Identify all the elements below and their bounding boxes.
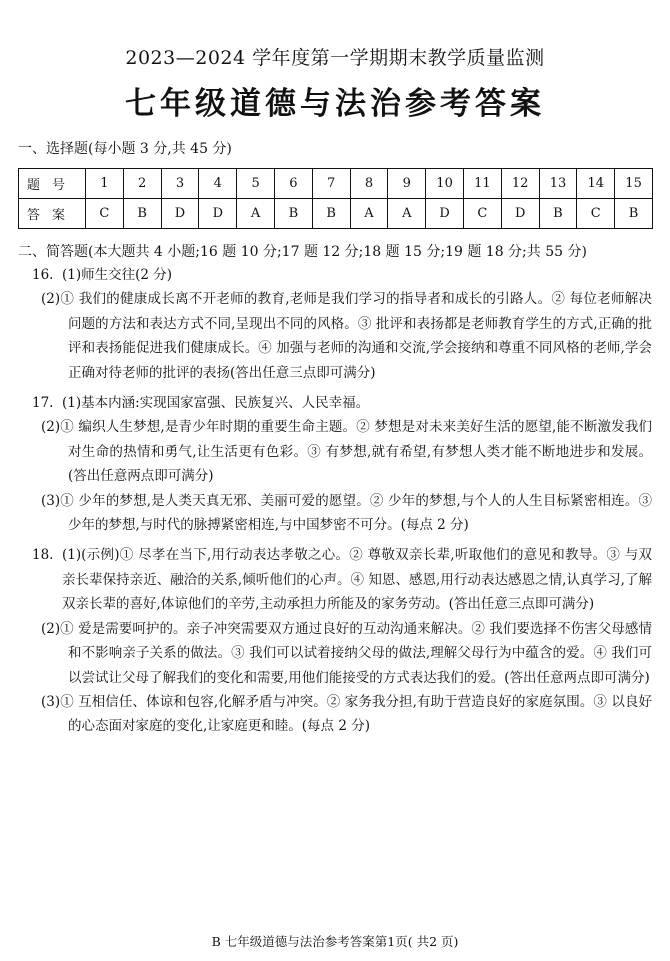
page-footer: B 七年级道德与法治参考答案第1页( 共2 页): [211, 934, 459, 949]
question-17-part-3: (3)① 少年的梦想,是人类天真无邪、美丽可爱的愿望。② 少年的梦想,与个人的人生目标紧密相连。③ 少年的梦想,与时代的脉搏紧密相连,与中国梦密不可分。(每点 2 分): [41, 492, 652, 534]
question-number: 10: [426, 169, 464, 199]
question-16-part-2: (2)① 我们的健康成长离不开老师的教育,老师是我们学习的指导者和成长的引路人。② 每位老师解决问题的方法和表达方式不同,呈现出不同的风格。③ 批评和表扬都是老师教育学生的方式,正确的批评和表扬能促进我们健康成长。④ 加强与老师的沟通和交流,学会接纳和尊重不同风格的老师,学会正确对待老师的批评的表扬(答出任意三点即可满分): [41, 291, 652, 381]
question-18-part-2: (2)① 爱是需要呵护的。亲子冲突需要双方通过良好的互动沟通来解决。② 我们要选择不伤害父母感情和不影响亲子关系的做法。③ 我们可以试着接纳父母的做法,理解父母行为中蕴含的爱。④ 我们可以尝试让父母了解我们的变化和需要,用他们能接受的方式表达我们的爱。(答出任意两点即可满分): [41, 620, 652, 686]
section-2-heading: 二、简答题(本大题共 4 小题;16 题 10 分;17 题 12 分;18 题 15 分;19 题 18 分;共 55 分): [18, 244, 587, 260]
answer-cell: B: [539, 199, 577, 229]
answer-cell: B: [274, 199, 312, 229]
answer-cell: D: [161, 199, 199, 229]
question-number-label: 17.: [32, 395, 54, 412]
answer-text: (1)师生交往(2 分): [62, 267, 173, 283]
question-number-label: 18.: [32, 547, 54, 564]
row-label-question: 题号: [19, 169, 86, 199]
answer-row: [19, 199, 653, 229]
question-16-part-1: [18, 263, 652, 287]
answer-cell: D: [199, 199, 237, 229]
answer-cell: D: [501, 199, 539, 229]
answer-table: [18, 168, 653, 229]
answer-text: (1)(示例)① 尽孝在当下,用行动表达孝敬之心。② 尊敬双亲长辈,听取他们的意见和教导。③ 与双亲长辈保持亲近、融洽的关系,倾听他们的心声。④ 知恩、感恩,用行动表达感恩之情,认真学习,了解双亲长辈的喜好,体谅他们的辛劳,主动承担力所能及的家务劳动。(答出任意三点即可满分): [62, 547, 652, 613]
answer-cell: B: [123, 199, 161, 229]
question-number: 2: [123, 169, 161, 199]
question-number: 9: [388, 169, 426, 199]
answer-cell: C: [86, 199, 124, 229]
question-number: 13: [539, 169, 577, 199]
question-18-part-3: (3)① 互相信任、体谅和包容,化解矛盾与冲突。② 家务我分担,有助于营造良好的家庭氛围。③ 以良好的心态面对家庭的变化,让家庭更和睦。(每点 2 分): [41, 693, 652, 735]
answer-cell: A: [388, 199, 426, 229]
exam-title: 2023—2024 学年度第一学期期末教学质量监测: [125, 47, 545, 69]
answer-cell: B: [312, 199, 350, 229]
row-label-answer: 答案: [19, 199, 86, 229]
question-17-part-2: (2)① 编织人生梦想,是青少年时期的重要生命主题。② 梦想是对未来美好生活的愿望,能不断激发我们对生命的热情和勇气,让生活更有色彩。③ 有梦想,就有希望,有梦想人类才能不断地进步和发展。(答出任意两点即可满分): [41, 419, 652, 485]
answer-cell: A: [237, 199, 275, 229]
question-number: 3: [161, 169, 199, 199]
question-16: [18, 263, 652, 385]
question-number: 12: [501, 169, 539, 199]
question-17: [18, 391, 652, 537]
question-number: 5: [237, 169, 275, 199]
answer-cell: C: [577, 199, 615, 229]
question-number-row: [19, 169, 653, 199]
answer-cell: A: [350, 199, 388, 229]
question-number: 15: [615, 169, 653, 199]
question-number: 1: [86, 169, 124, 199]
answer-cell: C: [463, 199, 501, 229]
question-number: 7: [312, 169, 350, 199]
question-number-label: 16.: [32, 267, 54, 283]
answer-cell: D: [426, 199, 464, 229]
question-18-part-1: [18, 543, 652, 616]
answer-text: (1)基本内涵:实现国家富强、民族复兴、人民幸福。: [62, 395, 370, 412]
question-number: 6: [274, 169, 312, 199]
answer-cell: B: [615, 199, 653, 229]
question-number: 4: [199, 169, 237, 199]
question-17-part-1: [18, 391, 652, 415]
question-number: 14: [577, 169, 615, 199]
page-title: 七年级道德与法治参考答案: [125, 86, 545, 122]
section-1-heading: 一、选择题(每小题 3 分,共 45 分): [18, 141, 232, 157]
question-number: 11: [463, 169, 501, 199]
question-number: 8: [350, 169, 388, 199]
question-18: [18, 543, 652, 738]
